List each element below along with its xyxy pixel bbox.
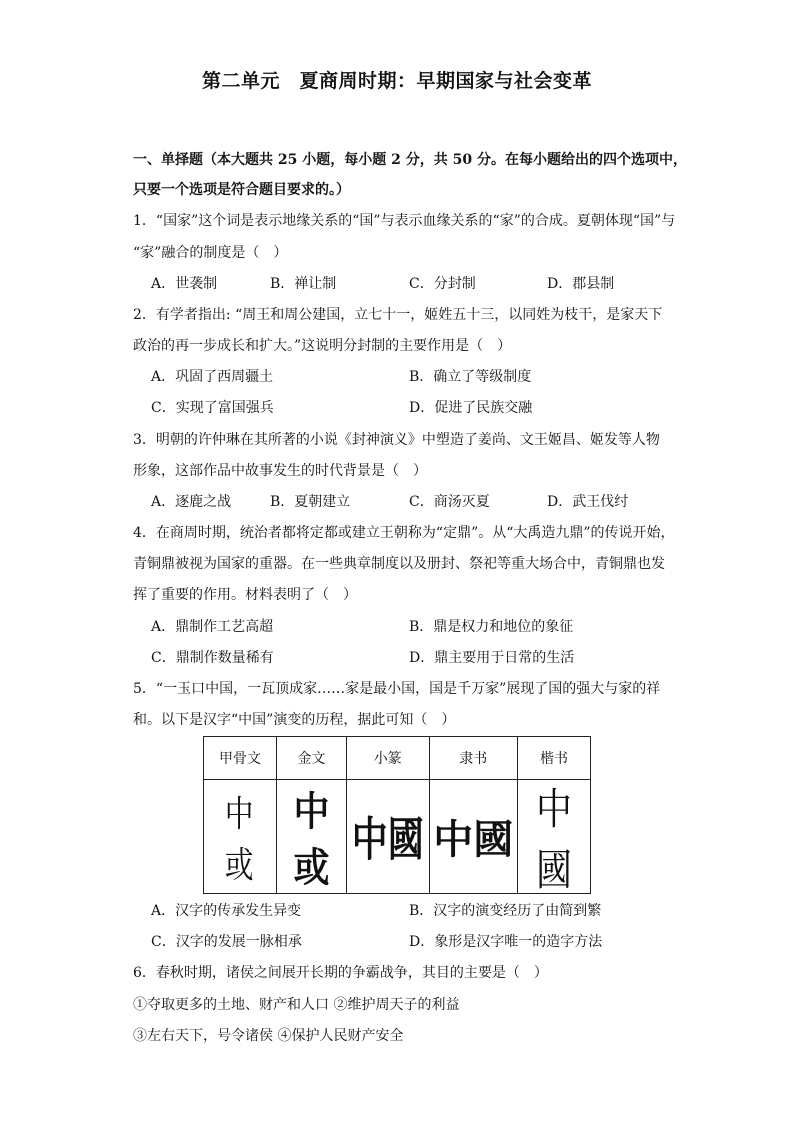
question-4-option-b[interactable]: B．鼎是权力和地位的象征 xyxy=(409,619,574,635)
question-4-line2: 青铜鼎被视为国家的重器。在一些典章制度以及册封、祭祀等重大场合中，青铜鼎也发 xyxy=(133,556,665,572)
question-4-line3: 挥了重要的作用。材料表明了（ ） xyxy=(133,587,357,603)
question-3-line2: 形象，这部作品中故事发生的时代背景是（ ） xyxy=(133,463,427,479)
question-5-line2: 和。以下是汉字“中国”演变的历程，据此可知（ ） xyxy=(133,712,456,728)
character-evolution-table xyxy=(203,736,591,894)
question-6-line3: ③左右天下，号令诸侯 ④保护人民财产安全 xyxy=(133,1028,404,1044)
header-bronze: 金文 xyxy=(276,737,346,780)
glyph-cell-bronze xyxy=(276,780,346,894)
question-1-option-d[interactable]: D．郡县制 xyxy=(547,276,615,292)
question-4-option-d[interactable]: D．鼎主要用于日常的生活 xyxy=(409,650,575,666)
question-2-option-c[interactable]: C．实现了富国强兵 xyxy=(151,400,274,416)
glyph-cell-regular xyxy=(518,780,591,894)
question-1-option-a[interactable]: A．世袭制 xyxy=(151,276,218,292)
clerical-glyph: 中國 xyxy=(433,816,514,863)
question-4-option-c[interactable]: C．鼎制作数量稀有 xyxy=(151,650,274,666)
header-small-seal: 小篆 xyxy=(346,737,429,780)
question-3-option-c[interactable]: C．商汤灭夏 xyxy=(409,494,490,510)
question-2-option-d[interactable]: D．促进了民族交融 xyxy=(409,400,533,416)
question-2-option-a[interactable]: A．巩固了西周疆土 xyxy=(151,369,274,385)
question-2-line2: 政治的再一步成长和扩大。”这说明分封制的主要作用是（ ） xyxy=(133,338,512,354)
question-5-option-a[interactable]: A．汉字的传承发生异变 xyxy=(151,903,302,919)
question-4-line1: 4．在商周时期，统治者都将定都或建立王朝称为“定鼎”。从“大禹造九鼎”的传说开始， xyxy=(133,525,675,541)
question-3-line1: 3．明朝的许仲琳在其所著的小说《封神演义》中塑造了姜尚、文王姬昌、姬发等人物 xyxy=(133,432,660,448)
table-header-row xyxy=(204,737,591,780)
header-oracle-bone: 甲骨文 xyxy=(204,737,277,780)
question-5-line1: 5．“一玉口中国，一瓦顶成家……家是最小国，国是千万家”展现了国的强大与家的祥 xyxy=(133,681,661,697)
question-3-option-d[interactable]: D．武王伐纣 xyxy=(547,494,629,510)
small-seal-glyph: 中國 xyxy=(351,812,424,868)
table-glyph-row xyxy=(204,780,591,894)
question-3-option-a[interactable]: A．逐鹿之战 xyxy=(151,494,232,510)
page-title: 第二单元 夏商周时期：早期国家与社会变革 xyxy=(201,70,592,92)
glyph-cell-small-seal xyxy=(346,780,429,894)
question-1-line1: 1．“国家”这个词是表示地缘关系的“国”与表示血缘关系的“家”的合成。夏朝体现“国”与 xyxy=(133,213,676,229)
question-5-option-b[interactable]: B．汉字的演变经历了由简到繁 xyxy=(409,903,602,919)
glyph-cell-oracle-bone xyxy=(204,780,277,894)
section-instructions-line2: 只要一个选项是符合题目要求的。） xyxy=(133,182,350,198)
question-1-line2: “家”融合的制度是（ ） xyxy=(133,245,288,261)
oracle-bone-glyph: 中或 xyxy=(224,793,256,886)
regular-glyph: 中國 xyxy=(536,784,573,896)
question-5-option-c[interactable]: C．汉字的发展一脉相承 xyxy=(151,934,302,950)
question-3-option-b[interactable]: B．夏朝建立 xyxy=(270,494,351,510)
question-1-option-c[interactable]: C．分封制 xyxy=(409,276,476,292)
section-instructions-line1: 一、单择题（本大题共 25 小题，每小题 2 分，共 50 分。在每小题给出的四个选项中， xyxy=(133,152,687,168)
header-regular: 楷书 xyxy=(518,737,591,780)
header-clerical: 隶书 xyxy=(429,737,518,780)
question-2-option-b[interactable]: B．确立了等级制度 xyxy=(409,369,532,385)
question-4-option-a[interactable]: A．鼎制作工艺高超 xyxy=(151,619,274,635)
question-6-line2: ①夺取更多的土地、财产和人口 ②维护周天子的利益 xyxy=(133,997,460,1013)
question-6-line1: 6．春秋时期，诸侯之间展开长期的争霸战争，其目的主要是（ ） xyxy=(133,965,548,981)
question-1-option-b[interactable]: B．禅让制 xyxy=(270,276,337,292)
question-2-line1: 2．有学者指出: “周王和周公建国，立七十一，姬姓五十三，以同姓为枝干，是家天下 xyxy=(133,307,663,323)
glyph-cell-clerical xyxy=(429,780,518,894)
question-5-option-d[interactable]: D．象形是汉字唯一的造字方法 xyxy=(409,934,603,950)
bronze-glyph: 中或 xyxy=(293,788,330,891)
